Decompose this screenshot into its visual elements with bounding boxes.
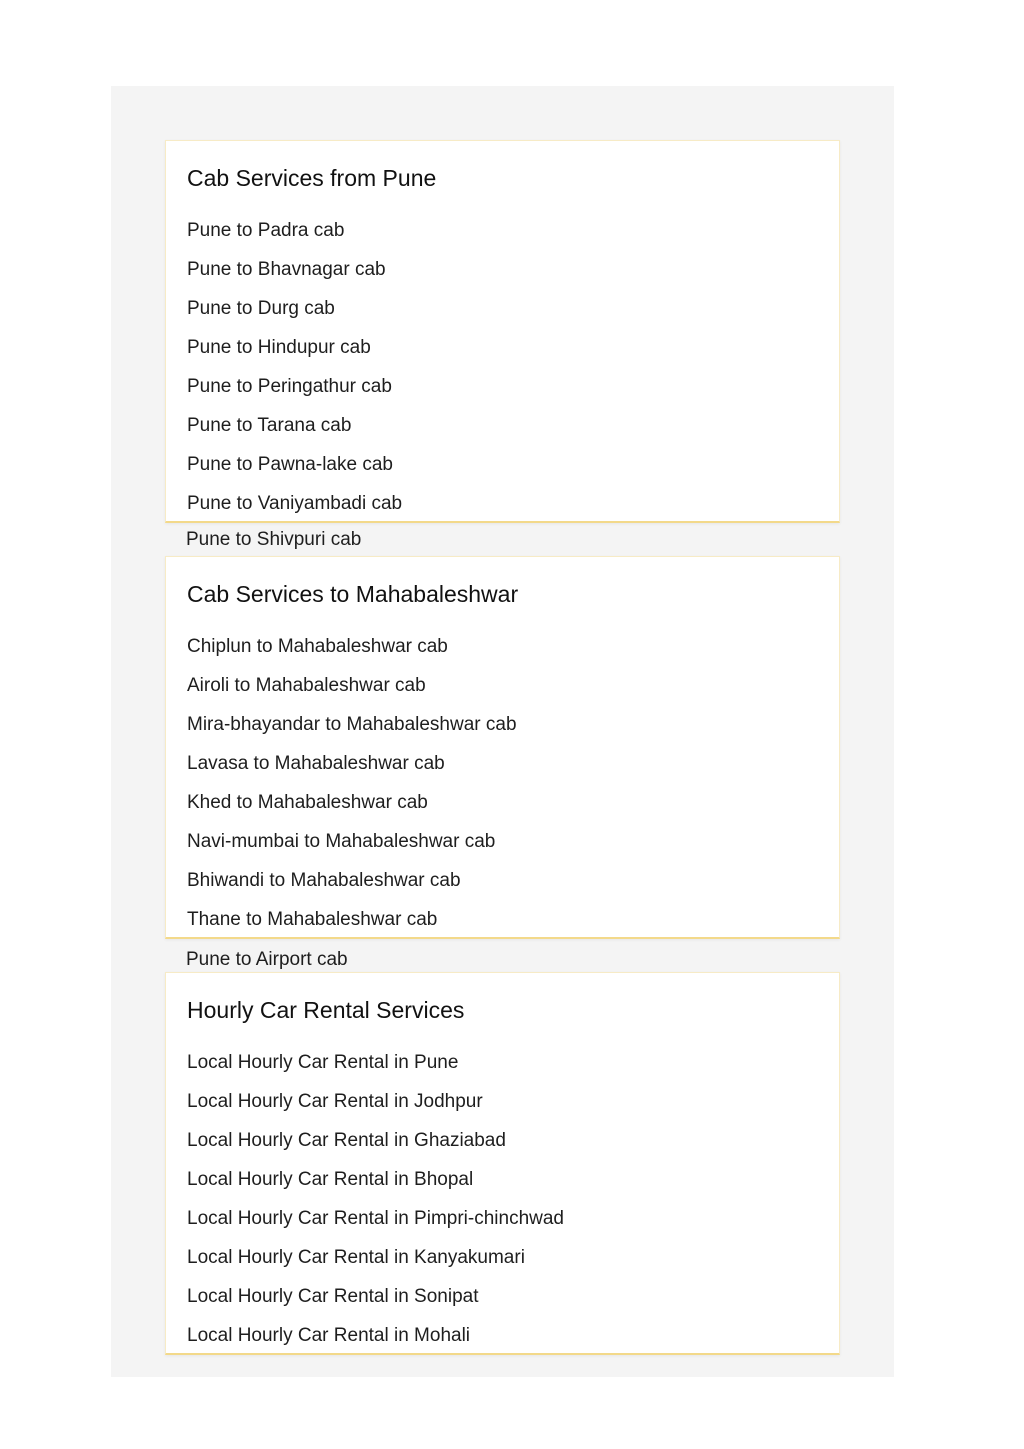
rental-link[interactable]: Local Hourly Car Rental in Jodhpur [187,1091,483,1112]
route-link[interactable]: Pune to Pawna-lake cab [187,454,393,475]
rental-link[interactable]: Local Hourly Car Rental in Sonipat [187,1286,479,1307]
rental-link[interactable]: Local Hourly Car Rental in Pimpri-chinchwad [187,1208,564,1229]
overflow-route-link[interactable]: Pune to Airport cab [186,949,348,970]
route-link[interactable]: Chiplun to Mahabaleshwar cab [187,636,448,657]
rental-link[interactable]: Local Hourly Car Rental in Ghaziabad [187,1130,506,1151]
hourly-car-rental-card [165,972,840,1355]
route-link[interactable]: Navi-mumbai to Mahabaleshwar cab [187,831,496,852]
route-link[interactable]: Lavasa to Mahabaleshwar cab [187,753,445,774]
content-background [111,86,894,1377]
link-list[interactable] [187,627,827,930]
cab-services-from-pune-card [165,140,840,523]
route-link[interactable]: Airoli to Mahabaleshwar cab [187,675,426,696]
link-list[interactable] [187,1043,827,1346]
route-link[interactable]: Thane to Mahabaleshwar cab [187,909,438,930]
overflow-route-link[interactable]: Pune to Shivpuri cab [186,529,362,550]
section-title: Cab Services to Mahabaleshwar [187,581,519,607]
rental-link[interactable]: Local Hourly Car Rental in Bhopal [187,1169,474,1190]
rental-link[interactable]: Local Hourly Car Rental in Kanyakumari [187,1247,525,1268]
route-link[interactable]: Pune to Hindupur cab [187,337,371,358]
route-link[interactable]: Pune to Durg cab [187,298,335,319]
route-link[interactable]: Bhiwandi to Mahabaleshwar cab [187,870,461,891]
route-link[interactable]: Pune to Padra cab [187,220,345,241]
route-link[interactable]: Pune to Vaniyambadi cab [187,493,403,514]
route-link[interactable]: Pune to Tarana cab [187,415,352,436]
rental-link[interactable]: Local Hourly Car Rental in Pune [187,1052,459,1073]
route-link[interactable]: Khed to Mahabaleshwar cab [187,792,428,813]
route-link[interactable]: Mira-bhayandar to Mahabaleshwar cab [187,714,517,735]
route-link[interactable]: Pune to Peringathur cab [187,376,392,397]
route-link[interactable]: Pune to Bhavnagar cab [187,259,386,280]
cab-services-to-mahabaleshwar-card [165,556,840,939]
section-title: Cab Services from Pune [187,165,437,191]
section-title: Hourly Car Rental Services [187,997,465,1023]
rental-link[interactable]: Local Hourly Car Rental in Mohali [187,1325,471,1346]
link-list[interactable] [187,211,827,521]
